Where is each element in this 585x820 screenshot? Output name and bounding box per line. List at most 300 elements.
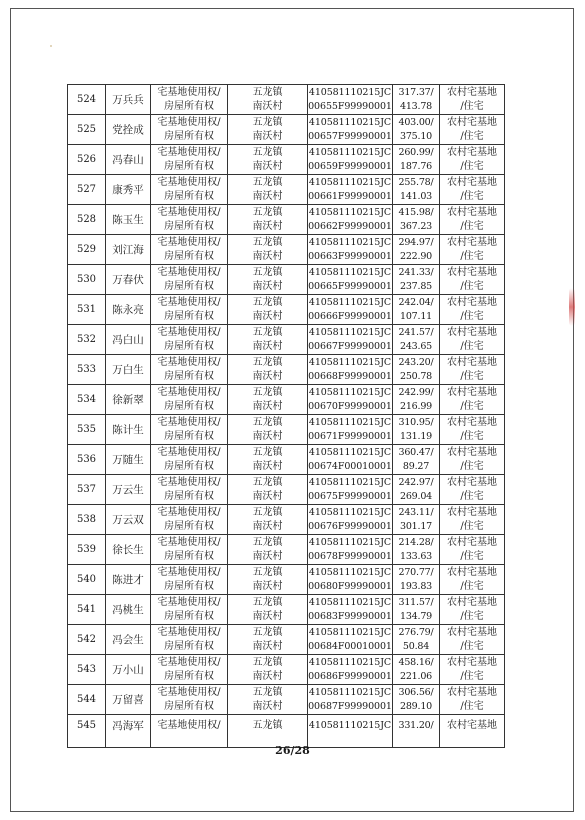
right-type-line: 房屋所有权	[164, 700, 214, 712]
table-row	[68, 115, 505, 145]
unit-code-line: 410581110215JC	[308, 476, 392, 488]
unit-code-line: 00666F99990001	[308, 310, 392, 322]
scan-speck	[50, 45, 52, 47]
land-use-line: 农村宅基地	[447, 206, 497, 218]
area-cell	[393, 385, 440, 415]
location-line: 南沃村	[252, 100, 283, 112]
location-cell	[228, 85, 308, 115]
area-line: 243.20/	[398, 356, 434, 368]
right-type-line: 宅基地使用权/	[157, 476, 221, 488]
land-use-cell	[440, 265, 505, 295]
location-line: 南沃村	[252, 490, 283, 502]
row-number-cell: 540	[68, 565, 106, 595]
unit-code-line: 410581110215JC	[308, 720, 392, 731]
right-type-line: 房屋所有权	[164, 670, 214, 682]
right-type-line: 房屋所有权	[164, 580, 214, 592]
right-type-line: 宅基地使用权/	[157, 146, 221, 158]
right-type-cell	[151, 355, 228, 385]
land-use-line: 农村宅基地	[447, 356, 497, 368]
location-line: 南沃村	[252, 580, 283, 592]
owner-name-cell: 党拴成	[106, 115, 151, 145]
location-line: 五龙镇	[252, 416, 283, 428]
row-number-cell: 529	[68, 235, 106, 265]
unit-code-cell	[308, 175, 393, 205]
location-line: 南沃村	[252, 700, 283, 712]
unit-code-cell	[308, 295, 393, 325]
table-row	[68, 265, 505, 295]
location-line: 五龙镇	[252, 176, 283, 188]
area-line: 214.28/	[398, 536, 434, 548]
location-line: 五龙镇	[252, 236, 283, 248]
right-type-cell	[151, 655, 228, 685]
area-line: 242.04/	[398, 296, 434, 308]
land-use-line: 农村宅基地	[447, 686, 497, 698]
location-cell	[228, 235, 308, 265]
location-cell	[228, 175, 308, 205]
location-line: 南沃村	[252, 670, 283, 682]
unit-code-cell	[308, 565, 393, 595]
land-use-cell	[440, 715, 505, 748]
location-line: 五龙镇	[252, 476, 283, 488]
row-number-cell: 538	[68, 505, 106, 535]
owner-name-cell: 冯海军	[106, 715, 151, 748]
location-line: 南沃村	[252, 430, 283, 442]
unit-code-line: 00676F99990001	[308, 520, 392, 532]
unit-code-cell	[308, 355, 393, 385]
land-use-line: /住宅	[460, 250, 484, 262]
location-line: 五龙镇	[252, 506, 283, 518]
area-line: 294.97/	[398, 236, 434, 248]
location-line: 五龙镇	[252, 686, 283, 698]
area-line: 241.57/	[398, 326, 434, 338]
location-line: 南沃村	[252, 610, 283, 622]
area-cell	[393, 445, 440, 475]
location-line: 南沃村	[252, 160, 283, 172]
unit-code-cell	[308, 505, 393, 535]
owner-name-cell: 冯白山	[106, 325, 151, 355]
right-type-line: 房屋所有权	[164, 520, 214, 532]
right-type-line: 房屋所有权	[164, 190, 214, 202]
location-line: 五龙镇	[252, 626, 283, 638]
location-cell	[228, 385, 308, 415]
right-type-cell	[151, 385, 228, 415]
area-line: 131.19	[399, 430, 433, 442]
right-type-line: 宅基地使用权/	[157, 686, 221, 698]
land-use-cell	[440, 235, 505, 265]
area-line: 276.79/	[398, 626, 434, 638]
location-line: 南沃村	[252, 340, 283, 352]
owner-name-cell: 万兵兵	[106, 85, 151, 115]
area-cell	[393, 685, 440, 715]
location-line: 南沃村	[252, 640, 283, 652]
unit-code-cell	[308, 325, 393, 355]
unit-code-cell	[308, 655, 393, 685]
land-use-line: /住宅	[460, 640, 484, 652]
unit-code-cell	[308, 475, 393, 505]
land-use-cell	[440, 655, 505, 685]
area-line: 360.47/	[398, 446, 434, 458]
area-line: 255.78/	[398, 176, 434, 188]
property-rights-table	[67, 84, 505, 748]
area-cell	[393, 715, 440, 748]
land-use-line: 农村宅基地	[447, 626, 497, 638]
owner-name-cell: 万小山	[106, 655, 151, 685]
right-type-line: 宅基地使用权/	[157, 86, 221, 98]
owner-name-cell: 万留喜	[106, 685, 151, 715]
unit-code-cell	[308, 625, 393, 655]
unit-code-line: 410581110215JC	[308, 206, 392, 218]
area-cell	[393, 295, 440, 325]
land-use-cell	[440, 85, 505, 115]
unit-code-line: 00657F99990001	[308, 130, 392, 142]
location-line: 五龙镇	[252, 356, 283, 368]
land-use-cell	[440, 595, 505, 625]
land-use-cell	[440, 385, 505, 415]
location-line: 五龙镇	[252, 206, 283, 218]
row-number-cell: 535	[68, 415, 106, 445]
table-row	[68, 445, 505, 475]
unit-code-line: 00665F99990001	[308, 280, 392, 292]
location-line: 五龙镇	[252, 536, 283, 548]
unit-code-line: 410581110215JC	[308, 416, 392, 428]
table-row	[68, 325, 505, 355]
table-row	[68, 85, 505, 115]
area-cell	[393, 85, 440, 115]
location-cell	[228, 295, 308, 325]
area-line: 310.95/	[398, 416, 434, 428]
area-line: 89.27	[402, 460, 430, 472]
right-type-cell	[151, 235, 228, 265]
location-cell	[228, 505, 308, 535]
unit-code-cell	[308, 445, 393, 475]
location-cell	[228, 475, 308, 505]
land-use-cell	[440, 355, 505, 385]
unit-code-cell	[308, 535, 393, 565]
area-cell	[393, 235, 440, 265]
right-type-line: 宅基地使用权/	[157, 446, 221, 458]
land-use-line: /住宅	[460, 370, 484, 382]
unit-code-cell	[308, 85, 393, 115]
land-use-line: /住宅	[460, 100, 484, 112]
unit-code-line: 00668F99990001	[308, 370, 392, 382]
location-line: 五龙镇	[252, 720, 283, 731]
land-use-line: 农村宅基地	[447, 536, 497, 548]
area-cell	[393, 505, 440, 535]
area-line: 107.11	[399, 310, 433, 322]
unit-code-line: 410581110215JC	[308, 296, 392, 308]
right-type-line: 宅基地使用权/	[157, 720, 221, 731]
right-type-line: 宅基地使用权/	[157, 116, 221, 128]
land-use-line: 农村宅基地	[447, 446, 497, 458]
area-line: 331.20/	[398, 720, 434, 731]
right-type-cell	[151, 505, 228, 535]
page-separator: /	[290, 744, 295, 757]
land-use-cell	[440, 685, 505, 715]
location-line: 南沃村	[252, 400, 283, 412]
land-use-line: /住宅	[460, 400, 484, 412]
right-type-line: 房屋所有权	[164, 280, 214, 292]
location-line: 五龙镇	[252, 596, 283, 608]
row-number-cell: 534	[68, 385, 106, 415]
land-use-cell	[440, 415, 505, 445]
land-use-line: /住宅	[460, 550, 484, 562]
area-line: 413.78	[399, 100, 433, 112]
land-use-line: /住宅	[460, 220, 484, 232]
unit-code-line: 00662F99990001	[308, 220, 392, 232]
owner-name-cell: 徐新翠	[106, 385, 151, 415]
area-cell	[393, 595, 440, 625]
area-line: 415.98/	[398, 206, 434, 218]
land-use-cell	[440, 625, 505, 655]
location-line: 南沃村	[252, 520, 283, 532]
unit-code-line: 410581110215JC	[308, 356, 392, 368]
land-use-line: 农村宅基地	[447, 720, 497, 731]
location-line: 五龙镇	[252, 566, 283, 578]
row-number-cell: 543	[68, 655, 106, 685]
land-use-line: 农村宅基地	[447, 296, 497, 308]
area-cell	[393, 565, 440, 595]
unit-code-line: 00655F99990001	[308, 100, 392, 112]
land-use-line: /住宅	[460, 580, 484, 592]
right-type-line: 房屋所有权	[164, 130, 214, 142]
unit-code-line: 00663F99990001	[308, 250, 392, 262]
table-row	[68, 475, 505, 505]
land-use-line: /住宅	[460, 610, 484, 622]
owner-name-cell: 陈玉生	[106, 205, 151, 235]
table-row	[68, 625, 505, 655]
right-type-line: 宅基地使用权/	[157, 326, 221, 338]
land-use-line: 农村宅基地	[447, 566, 497, 578]
right-type-cell	[151, 175, 228, 205]
row-number-cell: 530	[68, 265, 106, 295]
location-line: 五龙镇	[252, 266, 283, 278]
right-type-line: 房屋所有权	[164, 400, 214, 412]
row-number-cell: 545	[68, 715, 106, 748]
unit-code-line: 410581110215JC	[308, 506, 392, 518]
location-line: 南沃村	[252, 250, 283, 262]
table-row	[68, 205, 505, 235]
row-number-cell: 533	[68, 355, 106, 385]
right-type-cell	[151, 445, 228, 475]
page-total: 28	[294, 744, 310, 757]
land-use-line: /住宅	[460, 700, 484, 712]
right-type-cell	[151, 565, 228, 595]
location-line: 五龙镇	[252, 446, 283, 458]
right-type-line: 宅基地使用权/	[157, 176, 221, 188]
row-number-cell: 528	[68, 205, 106, 235]
area-line: 243.11/	[398, 506, 434, 518]
right-type-line: 房屋所有权	[164, 370, 214, 382]
area-line: 193.83	[399, 580, 433, 592]
location-cell	[228, 685, 308, 715]
unit-code-line: 410581110215JC	[308, 626, 392, 638]
land-use-line: /住宅	[460, 280, 484, 292]
unit-code-cell	[308, 715, 393, 748]
unit-code-line: 00667F99990001	[308, 340, 392, 352]
location-cell	[228, 625, 308, 655]
land-use-cell	[440, 535, 505, 565]
location-cell	[228, 445, 308, 475]
area-line: 306.56/	[398, 686, 434, 698]
right-type-line: 房屋所有权	[164, 460, 214, 472]
right-type-cell	[151, 115, 228, 145]
location-cell	[228, 655, 308, 685]
owner-name-cell: 万云双	[106, 505, 151, 535]
area-cell	[393, 475, 440, 505]
area-line: 222.90	[399, 250, 433, 262]
land-use-line: 农村宅基地	[447, 476, 497, 488]
unit-code-line: 410581110215JC	[308, 686, 392, 698]
right-type-cell	[151, 415, 228, 445]
land-use-line: 农村宅基地	[447, 386, 497, 398]
row-number-cell: 531	[68, 295, 106, 325]
area-line: 141.03	[399, 190, 433, 202]
right-type-line: 宅基地使用权/	[157, 236, 221, 248]
location-cell	[228, 115, 308, 145]
owner-name-cell: 康秀平	[106, 175, 151, 205]
area-cell	[393, 415, 440, 445]
right-type-line: 房屋所有权	[164, 610, 214, 622]
land-use-line: /住宅	[460, 430, 484, 442]
land-use-line: /住宅	[460, 670, 484, 682]
land-use-cell	[440, 505, 505, 535]
area-line: 250.78	[399, 370, 433, 382]
row-number-cell: 526	[68, 145, 106, 175]
right-type-line: 宅基地使用权/	[157, 506, 221, 518]
owner-name-cell: 冯春山	[106, 145, 151, 175]
land-use-line: 农村宅基地	[447, 266, 497, 278]
right-type-cell	[151, 625, 228, 655]
location-line: 五龙镇	[252, 146, 283, 158]
unit-code-cell	[308, 265, 393, 295]
table-row	[68, 235, 505, 265]
red-stamp-edge	[569, 288, 575, 326]
location-cell	[228, 325, 308, 355]
location-line: 五龙镇	[252, 386, 283, 398]
right-type-cell	[151, 205, 228, 235]
area-cell	[393, 115, 440, 145]
location-line: 南沃村	[252, 130, 283, 142]
land-use-cell	[440, 565, 505, 595]
table-row	[68, 145, 505, 175]
owner-name-cell: 万云生	[106, 475, 151, 505]
row-number-cell: 536	[68, 445, 106, 475]
unit-code-cell	[308, 205, 393, 235]
unit-code-line: 00674F00010001	[308, 460, 392, 472]
right-type-line: 宅基地使用权/	[157, 596, 221, 608]
page-current: 26	[275, 744, 291, 757]
right-type-line: 宅基地使用权/	[157, 416, 221, 428]
right-type-line: 宅基地使用权/	[157, 266, 221, 278]
right-type-cell	[151, 595, 228, 625]
unit-code-line: 00683F99990001	[308, 610, 392, 622]
right-type-cell	[151, 475, 228, 505]
unit-code-line: 00684F00010001	[308, 640, 392, 652]
unit-code-cell	[308, 685, 393, 715]
unit-code-line: 410581110215JC	[308, 446, 392, 458]
area-line: 241.33/	[398, 266, 434, 278]
area-cell	[393, 325, 440, 355]
land-use-line: /住宅	[460, 160, 484, 172]
table-row	[68, 655, 505, 685]
right-type-cell	[151, 535, 228, 565]
owner-name-cell: 陈永亮	[106, 295, 151, 325]
land-use-line: 农村宅基地	[447, 506, 497, 518]
unit-code-line: 00670F99990001	[308, 400, 392, 412]
unit-code-cell	[308, 235, 393, 265]
right-type-cell	[151, 265, 228, 295]
right-type-cell	[151, 685, 228, 715]
row-number-cell: 527	[68, 175, 106, 205]
row-number-cell: 524	[68, 85, 106, 115]
right-type-line: 宅基地使用权/	[157, 356, 221, 368]
right-type-line: 房屋所有权	[164, 250, 214, 262]
location-line: 五龙镇	[252, 116, 283, 128]
table-row	[68, 595, 505, 625]
row-number-cell: 544	[68, 685, 106, 715]
location-line: 五龙镇	[252, 296, 283, 308]
location-cell	[228, 535, 308, 565]
land-use-line: 农村宅基地	[447, 416, 497, 428]
table-row	[68, 175, 505, 205]
location-cell	[228, 145, 308, 175]
right-type-line: 宅基地使用权/	[157, 206, 221, 218]
area-line: 260.99/	[398, 146, 434, 158]
right-type-line: 宅基地使用权/	[157, 566, 221, 578]
unit-code-line: 410581110215JC	[308, 236, 392, 248]
table-row	[68, 415, 505, 445]
table-row	[68, 565, 505, 595]
right-type-line: 房屋所有权	[164, 160, 214, 172]
unit-code-line: 00661F99990001	[308, 190, 392, 202]
land-use-line: 农村宅基地	[447, 326, 497, 338]
land-use-cell	[440, 295, 505, 325]
right-type-cell	[151, 715, 228, 748]
unit-code-line: 410581110215JC	[308, 326, 392, 338]
land-use-line: 农村宅基地	[447, 116, 497, 128]
area-line: 50.84	[402, 640, 430, 652]
unit-code-line: 410581110215JC	[308, 656, 392, 668]
land-use-cell	[440, 115, 505, 145]
location-cell	[228, 595, 308, 625]
unit-code-line: 00687F99990001	[308, 700, 392, 712]
row-number-cell: 525	[68, 115, 106, 145]
area-line: 187.76	[399, 160, 433, 172]
right-type-line: 房屋所有权	[164, 310, 214, 322]
owner-name-cell: 万白生	[106, 355, 151, 385]
right-type-cell	[151, 145, 228, 175]
unit-code-line: 410581110215JC	[308, 146, 392, 158]
unit-code-line: 00675F99990001	[308, 490, 392, 502]
owner-name-cell: 陈进才	[106, 565, 151, 595]
area-line: 133.63	[399, 550, 433, 562]
table-row	[68, 295, 505, 325]
land-use-line: /住宅	[460, 460, 484, 472]
area-line: 242.99/	[398, 386, 434, 398]
unit-code-line: 410581110215JC	[308, 116, 392, 128]
location-line: 南沃村	[252, 280, 283, 292]
area-cell	[393, 625, 440, 655]
area-cell	[393, 265, 440, 295]
unit-code-line: 410581110215JC	[308, 536, 392, 548]
right-type-line: 宅基地使用权/	[157, 626, 221, 638]
area-cell	[393, 655, 440, 685]
right-type-line: 房屋所有权	[164, 100, 214, 112]
right-type-line: 房屋所有权	[164, 340, 214, 352]
row-number-cell: 541	[68, 595, 106, 625]
location-cell	[228, 415, 308, 445]
unit-code-line: 00671F99990001	[308, 430, 392, 442]
